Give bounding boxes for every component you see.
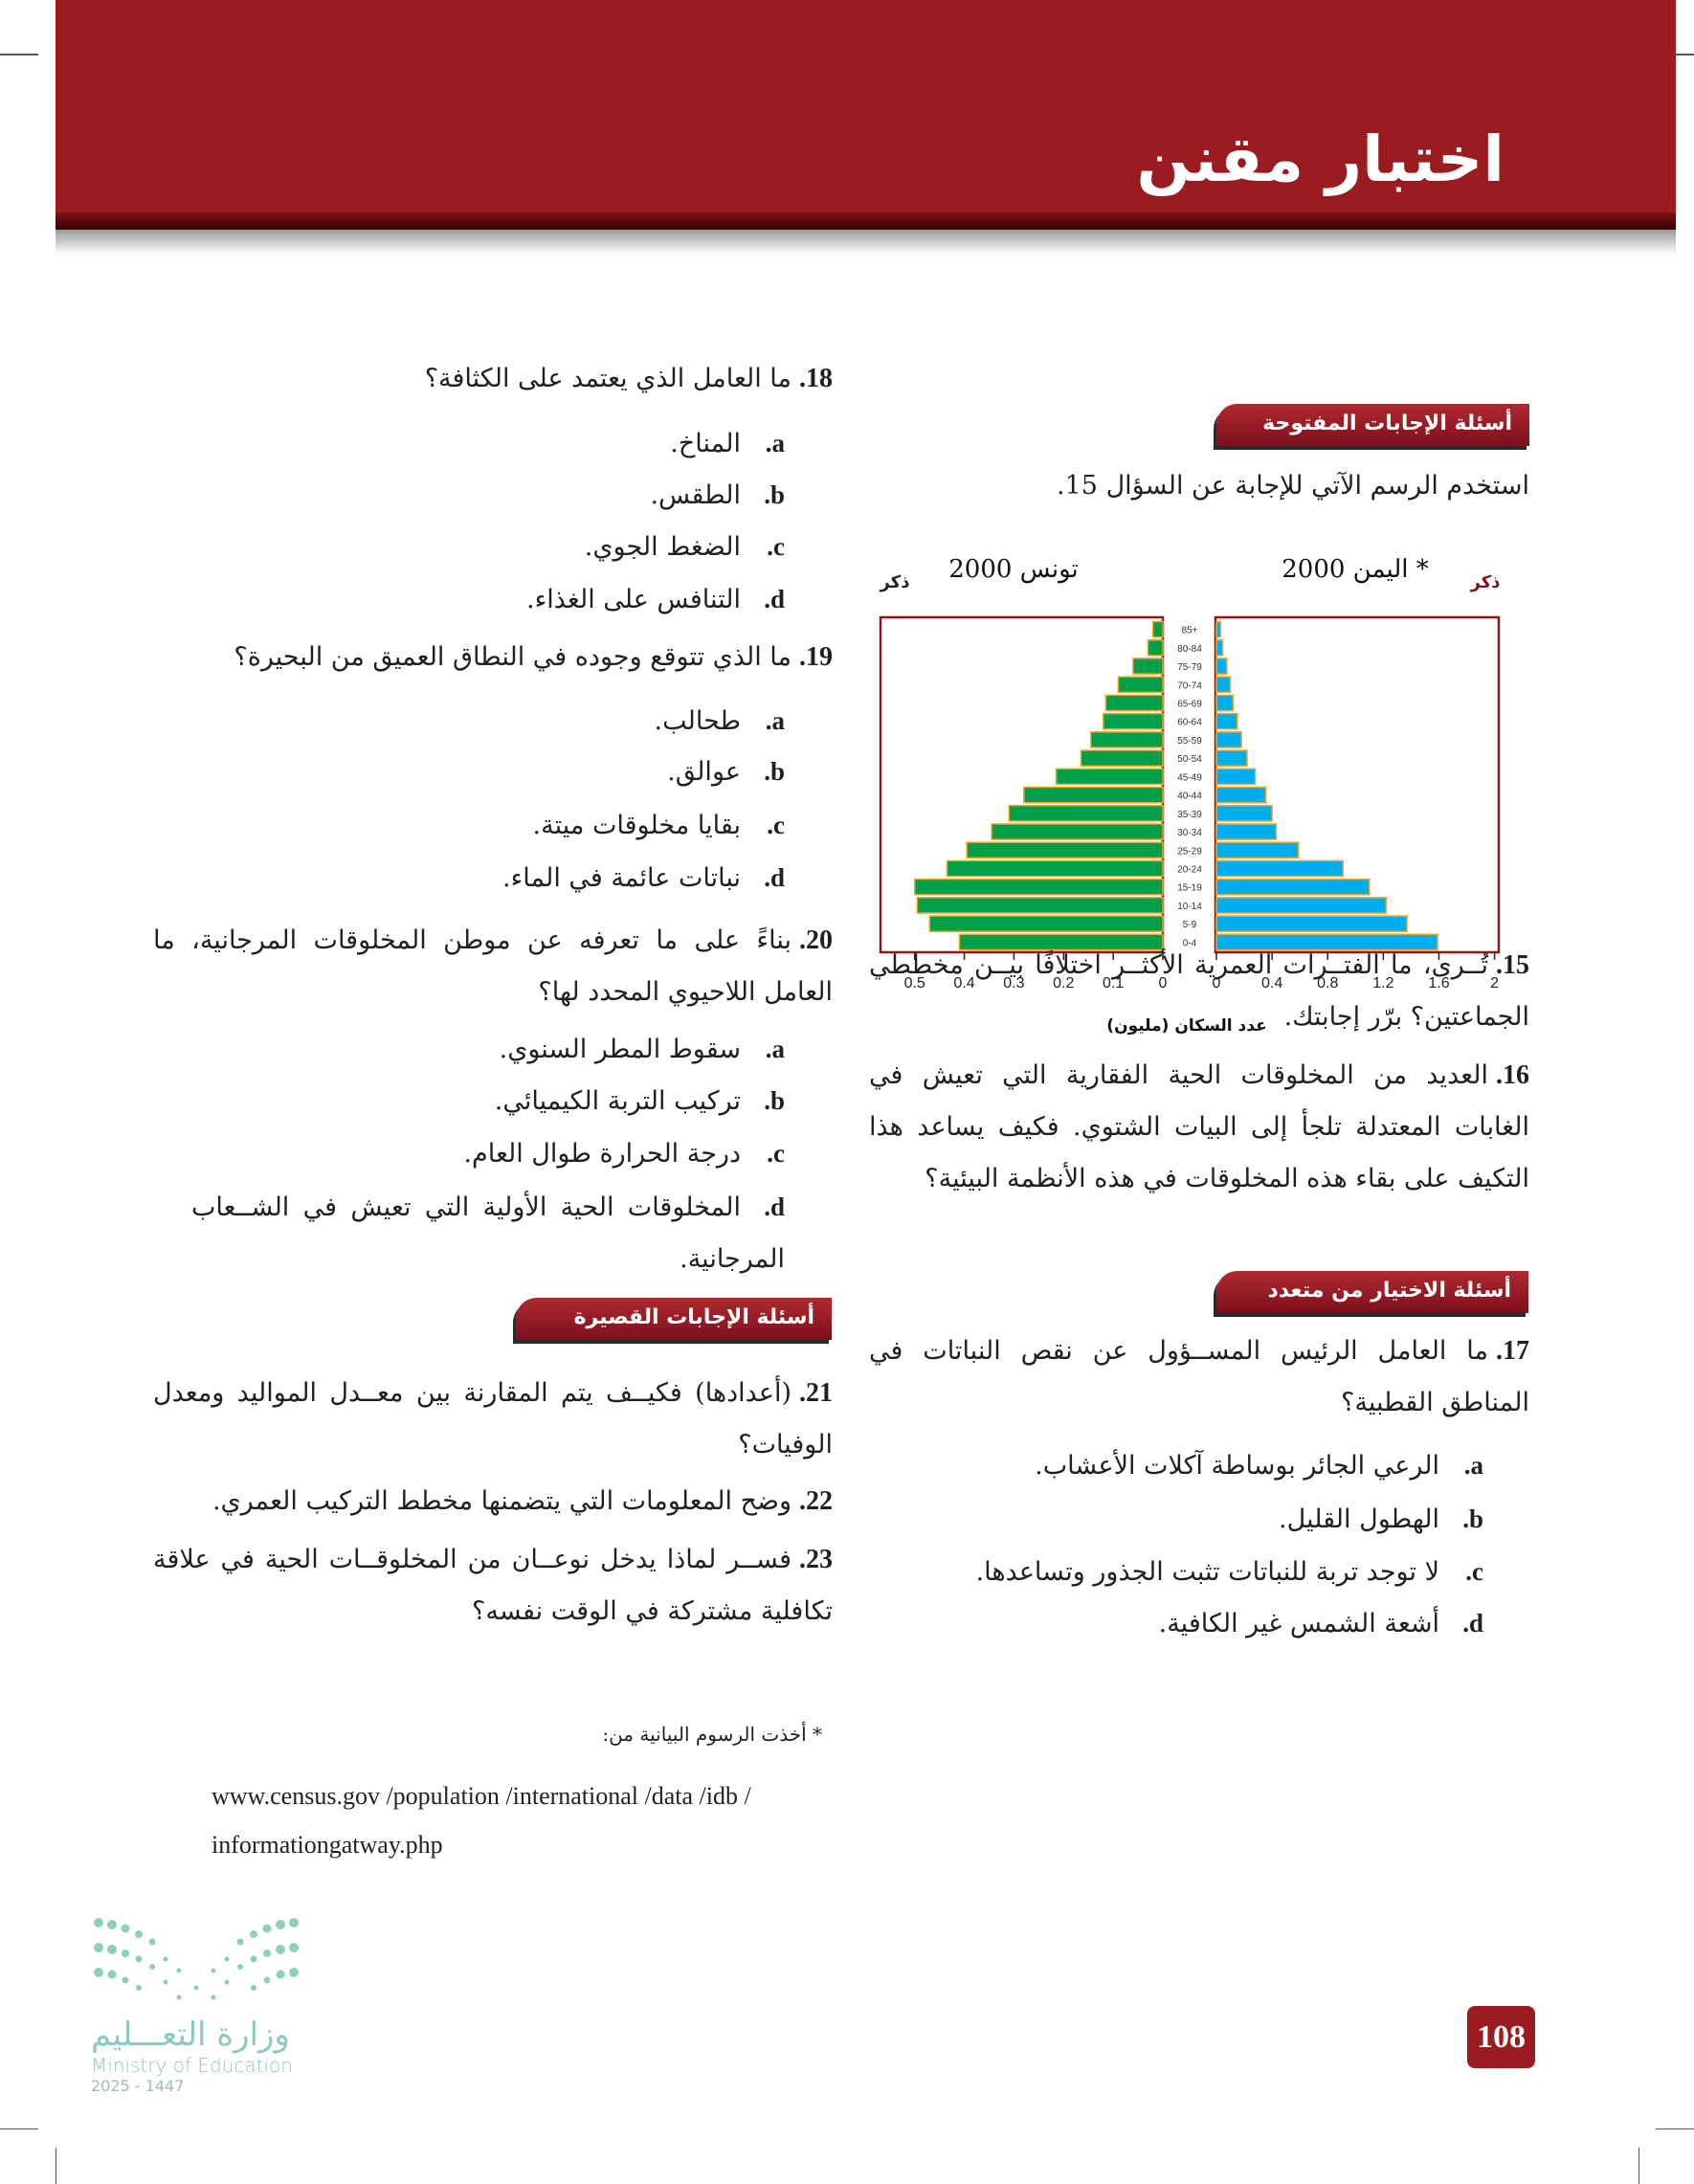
page-number: 108 [1467, 2006, 1535, 2068]
option-text: الطقس. [650, 480, 741, 510]
option-text: درجة الحرارة طوال العام. [463, 1139, 741, 1169]
question-19 [234, 632, 833, 683]
x-tick-label: 1.6 [1428, 975, 1450, 992]
bar-tunisia-80-84 [1148, 640, 1163, 656]
option-text: الضغط الجوي. [584, 532, 741, 562]
source-url-line-2[interactable]: informationgatway.php [212, 1831, 443, 1859]
option-20b[interactable] [495, 1075, 785, 1127]
crop-mark [0, 2128, 38, 2129]
question-text: ما الذي تتوقع وجوده في النطاق العميق من البحيرة؟ [234, 642, 791, 672]
x-tick-label: 0.2 [1053, 975, 1075, 992]
x-tick-label: 0.1 [1103, 975, 1125, 992]
option-label: d. [764, 863, 785, 892]
option-text: التنافس على الغذاء. [525, 585, 741, 614]
question-number: 20. [799, 925, 833, 955]
age-group-label: 75-79 [1177, 662, 1202, 674]
bar-tunisia-70-74 [1118, 677, 1163, 692]
age-group-label: 10-14 [1177, 901, 1202, 912]
bar-tunisia-60-64 [1103, 714, 1163, 729]
option-19b[interactable] [667, 746, 785, 798]
age-group-label: 25-29 [1177, 846, 1202, 858]
option-text: أشعة الشمس غير الكافية. [1158, 1609, 1439, 1638]
option-label: b. [764, 1086, 785, 1115]
x-tick-label: 2 [1490, 975, 1500, 992]
question-16 [869, 1050, 1529, 1205]
bar-yemen-75-79 [1216, 658, 1227, 674]
population-pyramid-chart [0, 0, 1694, 1053]
option-label: a. [765, 429, 785, 457]
age-group-label: 20-24 [1177, 864, 1202, 876]
bar-tunisia-40-44 [1024, 788, 1163, 803]
question-text: فســر لماذا يدخل نوعــان من المخلوقــات الحية في علاقة تكافلية مشتركة في الوقت نفسه؟ [153, 1545, 833, 1626]
option-text: سقوط المطر السنوي. [499, 1035, 741, 1064]
age-group-label: 15-19 [1177, 882, 1202, 894]
age-group-label: 85+ [1181, 625, 1198, 636]
bar-tunisia-85+ [1153, 622, 1163, 637]
question-text: وضح المعلومات التي يتضمنها مخطط التركيب العمري. [212, 1486, 791, 1516]
bar-yemen-45-49 [1216, 769, 1256, 784]
bar-tunisia-35-39 [1009, 806, 1163, 821]
option-label: a. [765, 706, 785, 735]
footnote: * أخذت الرسوم البيانية من: [602, 1723, 822, 1746]
bar-yemen-80-84 [1216, 640, 1223, 656]
x-axis-title: عدد السكان (مليون) [1106, 1016, 1267, 1036]
age-group-label: 80-84 [1177, 643, 1202, 655]
option-label: d. [1462, 1609, 1483, 1638]
option-19c[interactable] [533, 799, 785, 852]
bar-yemen-10-14 [1216, 898, 1386, 913]
age-group-label: 45-49 [1177, 772, 1202, 784]
option-18a[interactable] [670, 417, 785, 470]
option-19a[interactable] [655, 695, 785, 747]
question-text: ما العامل الذي يعتمد على الكثافة؟ [424, 364, 791, 393]
bar-tunisia-45-49 [1057, 769, 1163, 784]
crop-mark [1638, 2148, 1639, 2184]
option-18d[interactable] [526, 573, 785, 626]
question-number: 16. [1496, 1060, 1529, 1090]
bar-yemen-5-9 [1216, 916, 1407, 931]
age-group-label: 70-74 [1177, 680, 1202, 692]
section-badge-short-answers: أسئلة الإجابات القصيرة [516, 1298, 832, 1340]
bar-yemen-40-44 [1216, 788, 1266, 803]
option-18b[interactable] [650, 469, 785, 522]
option-label: a. [765, 1035, 785, 1063]
x-tick-label: 0.5 [903, 975, 925, 992]
question-number: 17. [1496, 1336, 1529, 1366]
option-label: a. [1463, 1451, 1483, 1480]
question-number: 23. [799, 1545, 833, 1574]
bar-yemen-55-59 [1216, 732, 1241, 747]
bar-tunisia-15-19 [915, 880, 1163, 895]
logo-year: 2025 - 1447 [91, 2077, 185, 2095]
sex-label: ذكر [880, 572, 910, 592]
x-tick-label: 0.4 [953, 975, 975, 992]
question-22 [212, 1476, 833, 1527]
ministry-logo [91, 1915, 311, 2095]
question-15 [869, 940, 1529, 1043]
source-url-line-1[interactable]: www.census.gov /population /international /data /idb / [212, 1782, 751, 1810]
x-tick-label: 0.4 [1260, 975, 1283, 992]
question-number: 19. [799, 642, 833, 672]
question-text: ما العامل الرئيس المســؤول عن نقص النباتات في المناطق القطبية؟ [869, 1336, 1529, 1417]
panel-title: * اليمن 2000 [1282, 555, 1429, 584]
option-text: لا توجد تربة للنباتات تثبت الجذور وتساعدها. [975, 1557, 1439, 1587]
option-17c[interactable] [976, 1546, 1483, 1598]
bar-yemen-50-54 [1216, 750, 1247, 766]
option-label: c. [767, 532, 785, 561]
question-17 [869, 1326, 1529, 1429]
age-group-label: 50-54 [1177, 754, 1202, 766]
question-text: العديد من المخلوقات الحية الفقارية التي تعيش في الغابات المعتدلة تلجأ إلى البيات الشتوي. فكيف يساعد هذا التكيف على بقاء هذه المخلوقات في هذه الأنظمة البيئية؟ [869, 1060, 1529, 1193]
section-badge-multiple-choice: أسئلة الاختيار من متعدد [1216, 1271, 1528, 1313]
bar-yemen-30-34 [1216, 824, 1276, 839]
option-label: c. [1465, 1557, 1483, 1586]
question-text: تُــرى، ما الفتــرات العمرية الأكثــر اختلافًا بيــن مخططي الجماعتين؟ برّر إجابتك. [869, 950, 1529, 1032]
panel-title: تونس 2000 [948, 555, 1079, 584]
bar-yemen-20-24 [1216, 860, 1343, 876]
age-group-label: 35-39 [1177, 809, 1202, 820]
x-tick-label: 0 [1212, 975, 1221, 992]
age-group-label: 5-9 [1182, 920, 1197, 931]
question-20 [153, 915, 833, 1018]
option-18c[interactable] [585, 521, 785, 573]
question-23 [153, 1534, 833, 1638]
logo-english-text: Ministry of Education [91, 2054, 293, 2077]
option-label: c. [767, 811, 785, 839]
option-20d[interactable] [191, 1181, 785, 1285]
bar-tunisia-5-9 [929, 916, 1163, 931]
x-tick-label: 0 [1158, 975, 1168, 992]
logo-arabic-text: وزارة التعـــليم [91, 2016, 290, 2054]
bar-yemen-70-74 [1216, 677, 1231, 692]
question-21 [153, 1368, 833, 1471]
option-17d[interactable] [1159, 1597, 1483, 1650]
question-number: 22. [799, 1486, 833, 1516]
option-20c[interactable] [463, 1127, 785, 1180]
option-label: b. [1462, 1504, 1483, 1533]
option-19d[interactable] [502, 852, 785, 904]
option-text: طحالب. [654, 706, 741, 736]
bar-tunisia-65-69 [1105, 695, 1163, 710]
option-text: المناخ. [670, 429, 741, 458]
bar-yemen-25-29 [1216, 842, 1299, 858]
bar-yemen-60-64 [1216, 714, 1237, 729]
option-text: تركيب التربة الكيميائي. [494, 1086, 741, 1116]
bar-tunisia-25-29 [967, 842, 1163, 858]
bar-yemen-65-69 [1216, 695, 1233, 710]
sex-label: ذكر [1470, 572, 1501, 592]
option-20a[interactable] [500, 1023, 785, 1076]
bar-tunisia-20-24 [947, 860, 1163, 876]
question-number: 21. [799, 1378, 833, 1408]
option-label: b. [764, 480, 785, 509]
bar-tunisia-10-14 [917, 898, 1163, 913]
option-text: الرعي الجائر بوساطة آكلات الأعشاب. [1035, 1451, 1439, 1481]
option-label: b. [764, 757, 785, 786]
crop-mark [1656, 2128, 1694, 2129]
bar-yemen-15-19 [1216, 880, 1370, 895]
age-group-label: 40-44 [1177, 791, 1202, 802]
x-tick-label: 0.3 [1003, 975, 1025, 992]
option-label: d. [764, 585, 785, 613]
question-text: بناءً على ما تعرفه عن موطن المخلوقات المرجانية، ما العامل اللاحيوي المحدد لها؟ [153, 925, 833, 1007]
bar-tunisia-55-59 [1091, 732, 1163, 747]
x-tick-label: 1.2 [1372, 975, 1394, 992]
option-label: d. [764, 1192, 785, 1221]
age-group-label: 0-4 [1182, 938, 1197, 949]
page-title: اختبار مقنن [1136, 123, 1505, 196]
option-label: c. [767, 1139, 785, 1168]
chart-instruction: استخدم الرسم الآتي للإجابة عن السؤال 15. [1057, 471, 1529, 501]
bar-yemen-85+ [1216, 622, 1220, 637]
bar-tunisia-30-34 [992, 824, 1163, 839]
question-number: 18. [799, 364, 833, 393]
bar-yemen-35-39 [1216, 806, 1272, 821]
question-text: (أعدادها) فكيــف يتم المقارنة بين معــدل المواليد ومعدل الوفيات؟ [153, 1378, 833, 1460]
section-badge-open-answers: أسئلة الإجابات المفتوحة [1216, 404, 1529, 446]
bar-tunisia-50-54 [1081, 750, 1163, 766]
option-text: عوالق. [667, 757, 741, 787]
age-group-label: 55-59 [1177, 735, 1202, 747]
option-17b[interactable] [1279, 1493, 1483, 1546]
age-group-label: 65-69 [1177, 699, 1202, 710]
option-text: نباتات عائمة في الماء. [502, 863, 741, 893]
question-number: 15. [1496, 950, 1529, 980]
logo-dots-icon [91, 1915, 301, 2006]
bar-tunisia-75-79 [1133, 658, 1163, 674]
option-text: بقايا مخلوقات ميتة. [532, 811, 741, 840]
option-text: الهطول القليل. [1279, 1504, 1439, 1534]
question-18 [425, 353, 833, 405]
option-17a[interactable] [1035, 1439, 1483, 1492]
x-tick-label: 0.8 [1317, 975, 1339, 992]
option-text: المخلوقات الحية الأولية التي تعيش في الشــعاب المرجانية. [191, 1192, 785, 1274]
age-group-label: 60-64 [1177, 717, 1202, 728]
age-group-label: 30-34 [1177, 828, 1202, 839]
